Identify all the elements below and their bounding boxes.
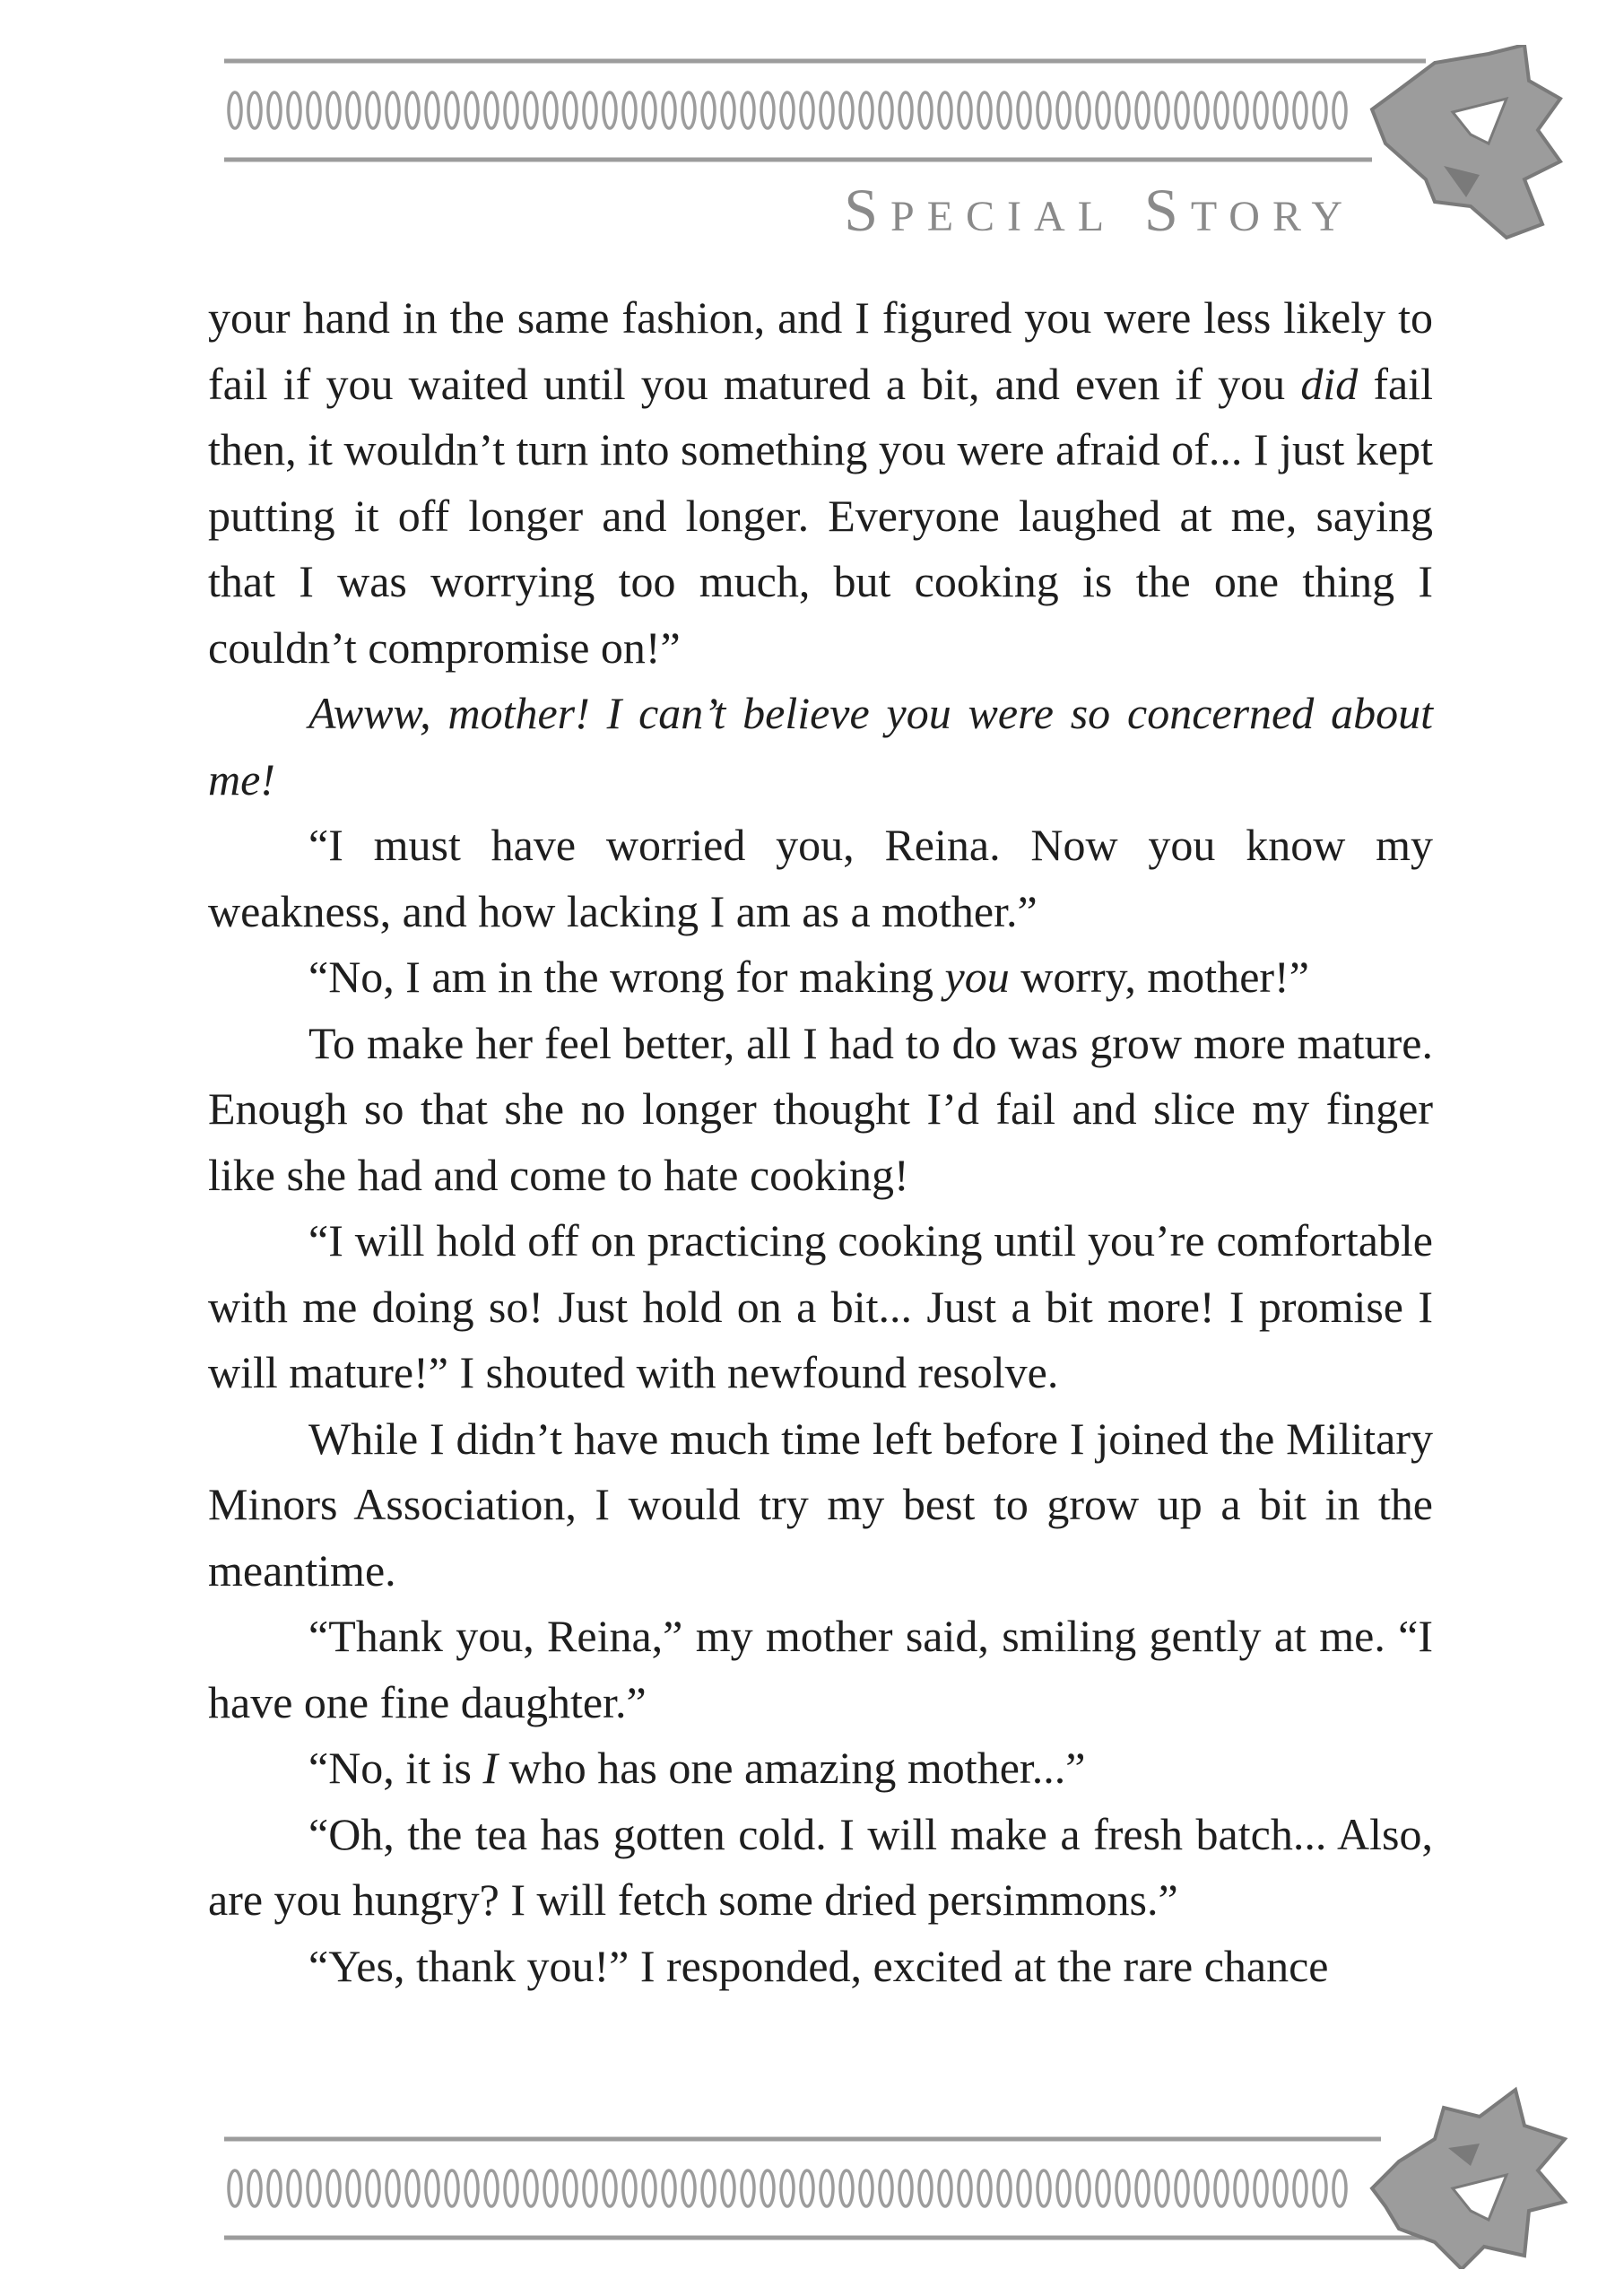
bottom-corner-fleur-icon bbox=[1372, 2090, 1565, 2269]
chain-link bbox=[959, 92, 971, 128]
story-body-text bbox=[208, 285, 1433, 1999]
paragraph bbox=[208, 681, 1433, 813]
text-run: worry, mother!” bbox=[1009, 952, 1309, 1002]
bottom-ornament-svg bbox=[0, 2054, 1615, 2269]
chain-link bbox=[1116, 2170, 1129, 2206]
paragraph bbox=[208, 285, 1433, 681]
paragraph bbox=[208, 1735, 1433, 1802]
chain-link bbox=[761, 92, 774, 128]
text-run: “Yes, thank you!” I responded, excited at the rare chance bbox=[308, 1940, 1329, 1991]
chain-link bbox=[1136, 2170, 1149, 2206]
chain-link bbox=[781, 2170, 794, 2206]
chain-link bbox=[742, 92, 754, 128]
chain-link bbox=[801, 92, 813, 128]
italic-text: you bbox=[944, 952, 1010, 1002]
chain-link bbox=[426, 92, 438, 128]
chain-link bbox=[1097, 2170, 1109, 2206]
chain-link bbox=[584, 92, 596, 128]
chain-link bbox=[959, 2170, 971, 2206]
chain-link bbox=[1333, 2170, 1346, 2206]
top-ornament-border bbox=[0, 45, 1615, 260]
chain-link bbox=[899, 92, 912, 128]
chain-link bbox=[1038, 92, 1050, 128]
chain-link bbox=[288, 92, 300, 128]
chain-link bbox=[229, 92, 241, 128]
chain-link bbox=[998, 2170, 1011, 2206]
chain-link bbox=[1255, 2170, 1267, 2206]
chain-link bbox=[367, 2170, 379, 2206]
chain-link bbox=[998, 92, 1011, 128]
chain-link bbox=[1215, 92, 1228, 128]
text-run: “Oh, the tea has gotten cold. I will make a fresh batch... Also, are you hungry? I will fetch some dried persimmons.” bbox=[208, 1808, 1433, 1925]
chain-link bbox=[229, 2170, 241, 2206]
chain-link bbox=[347, 2170, 360, 2206]
chain-link bbox=[465, 2170, 478, 2206]
chain-link bbox=[268, 2170, 281, 2206]
chain-link bbox=[761, 2170, 774, 2206]
chain-link bbox=[1156, 92, 1168, 128]
chain-link bbox=[268, 92, 281, 128]
italic-text: did bbox=[1300, 358, 1359, 409]
chain-link bbox=[860, 92, 873, 128]
paragraph bbox=[208, 1802, 1433, 1934]
text-run: “I will hold off on practicing cooking until you’re comfortable with me doing so! Just hold on a bit... Just a bit more! I promise I will mature!” I shouted with newfound resolve. bbox=[208, 1215, 1433, 1397]
top-chain-pattern bbox=[229, 92, 1346, 128]
chain-link bbox=[939, 92, 951, 128]
chain-link bbox=[643, 2170, 656, 2206]
chain-link bbox=[1195, 2170, 1208, 2206]
chain-link bbox=[505, 2170, 517, 2206]
chain-link bbox=[1235, 2170, 1247, 2206]
chain-link bbox=[722, 2170, 734, 2206]
chain-link bbox=[1116, 92, 1129, 128]
text-run: who has one amazing mother...” bbox=[498, 1743, 1086, 1793]
chain-link bbox=[386, 92, 399, 128]
chain-link bbox=[1195, 92, 1208, 128]
chain-link bbox=[1077, 92, 1090, 128]
chain-link bbox=[919, 92, 932, 128]
chain-link bbox=[525, 2170, 537, 2206]
chain-link bbox=[919, 2170, 932, 2206]
text-run: “No, I am in the wrong for making bbox=[308, 952, 945, 1002]
chain-link bbox=[544, 92, 557, 128]
chain-link bbox=[702, 2170, 715, 2206]
paragraph bbox=[208, 1406, 1433, 1605]
chain-link bbox=[1156, 2170, 1168, 2206]
chain-link bbox=[880, 2170, 892, 2206]
chain-link bbox=[446, 92, 458, 128]
chain-link bbox=[1176, 92, 1188, 128]
chain-link bbox=[1136, 92, 1149, 128]
bottom-ornament-border bbox=[0, 2054, 1615, 2269]
chain-link bbox=[801, 2170, 813, 2206]
paragraph bbox=[208, 944, 1433, 1011]
chain-link bbox=[643, 92, 656, 128]
chain-link bbox=[1038, 2170, 1050, 2206]
chain-link bbox=[1077, 2170, 1090, 2206]
chain-link bbox=[525, 92, 537, 128]
chain-link bbox=[248, 2170, 261, 2206]
chain-link bbox=[1018, 2170, 1030, 2206]
chain-link bbox=[1235, 92, 1247, 128]
chain-link bbox=[742, 2170, 754, 2206]
chain-link bbox=[603, 92, 616, 128]
text-run: To make her feel better, all I had to do was grow more mature. Enough so that she no longer thought I’d fail and slice my finger like she had and come to hate cooking! bbox=[208, 1017, 1433, 1200]
chain-link bbox=[288, 2170, 300, 2206]
chain-link bbox=[1176, 2170, 1188, 2206]
chain-link bbox=[564, 2170, 577, 2206]
chain-link bbox=[308, 2170, 320, 2206]
text-run: While I didn’t have much time left before I joined the Military Minors Association, I would try my best to grow up a bit in the meantime. bbox=[208, 1413, 1433, 1596]
chain-link bbox=[406, 92, 419, 128]
chain-link bbox=[840, 2170, 853, 2206]
chain-link bbox=[347, 92, 360, 128]
chain-link bbox=[308, 92, 320, 128]
text-run: fail then, it wouldn’t turn into something you were afraid of... I just kept putting it off longer and longer. Everyone laughed at me, saying that I was worrying too much, but cooking is the one thing I couldn’t compromise on!” bbox=[208, 358, 1433, 673]
chain-link bbox=[603, 2170, 616, 2206]
chain-link bbox=[702, 92, 715, 128]
chain-link bbox=[1057, 92, 1070, 128]
chain-link bbox=[564, 92, 577, 128]
top-ornament-svg bbox=[0, 45, 1615, 260]
chain-link bbox=[406, 2170, 419, 2206]
chain-link bbox=[248, 92, 261, 128]
chain-link bbox=[544, 2170, 557, 2206]
chain-link bbox=[821, 92, 833, 128]
text-run: “I must have worried you, Reina. Now you know my weakness, and how lacking I am as a mother.” bbox=[208, 820, 1433, 936]
chain-link bbox=[465, 92, 478, 128]
top-corner-fleur-icon bbox=[1372, 45, 1560, 238]
chain-link bbox=[1018, 92, 1030, 128]
italic-text: I bbox=[482, 1743, 499, 1793]
paragraph bbox=[208, 1934, 1433, 2000]
chain-link bbox=[860, 2170, 873, 2206]
chain-link bbox=[1274, 2170, 1287, 2206]
chain-link bbox=[1255, 92, 1267, 128]
chain-link bbox=[722, 92, 734, 128]
chain-link bbox=[485, 2170, 498, 2206]
chain-link bbox=[1274, 92, 1287, 128]
bottom-chain-pattern bbox=[229, 2170, 1346, 2206]
chain-link bbox=[781, 92, 794, 128]
chain-link bbox=[367, 92, 379, 128]
chain-link bbox=[485, 92, 498, 128]
text-run: your hand in the same fashion, and I figured you were less likely to fail if you waited until you matured a bit, and even if you bbox=[208, 292, 1433, 409]
chain-link bbox=[426, 2170, 438, 2206]
chain-link bbox=[1333, 92, 1346, 128]
chain-link bbox=[682, 2170, 695, 2206]
chain-link bbox=[939, 2170, 951, 2206]
chain-link bbox=[584, 2170, 596, 2206]
chain-link bbox=[386, 2170, 399, 2206]
chain-link bbox=[978, 92, 991, 128]
italic-text: Awww, mother! I can’t believe you were so concerned about me! bbox=[208, 688, 1433, 804]
chain-link bbox=[880, 92, 892, 128]
chain-link bbox=[821, 2170, 833, 2206]
chain-link bbox=[446, 2170, 458, 2206]
chain-link bbox=[1294, 2170, 1307, 2206]
chain-link bbox=[327, 92, 340, 128]
chain-link bbox=[1294, 92, 1307, 128]
chain-link bbox=[327, 2170, 340, 2206]
paragraph bbox=[208, 1011, 1433, 1209]
chain-link bbox=[899, 2170, 912, 2206]
chain-link bbox=[1057, 2170, 1070, 2206]
paragraph bbox=[208, 1208, 1433, 1406]
chain-link bbox=[505, 92, 517, 128]
chain-link bbox=[663, 2170, 675, 2206]
chain-link bbox=[663, 92, 675, 128]
chain-link bbox=[623, 2170, 636, 2206]
paragraph bbox=[208, 1604, 1433, 1735]
chain-link bbox=[840, 92, 853, 128]
chain-link bbox=[1215, 2170, 1228, 2206]
chain-link bbox=[978, 2170, 991, 2206]
chain-link bbox=[1314, 92, 1326, 128]
chain-link bbox=[1314, 2170, 1326, 2206]
chain-link bbox=[623, 92, 636, 128]
running-header-title: Special Story bbox=[844, 176, 1355, 244]
chain-link bbox=[1097, 92, 1109, 128]
paragraph bbox=[208, 813, 1433, 944]
text-run: “Thank you, Reina,” my mother said, smiling gently at me. “I have one fine daughter.” bbox=[208, 1611, 1433, 1727]
chain-link bbox=[682, 92, 695, 128]
text-run: “No, it is bbox=[308, 1743, 483, 1793]
